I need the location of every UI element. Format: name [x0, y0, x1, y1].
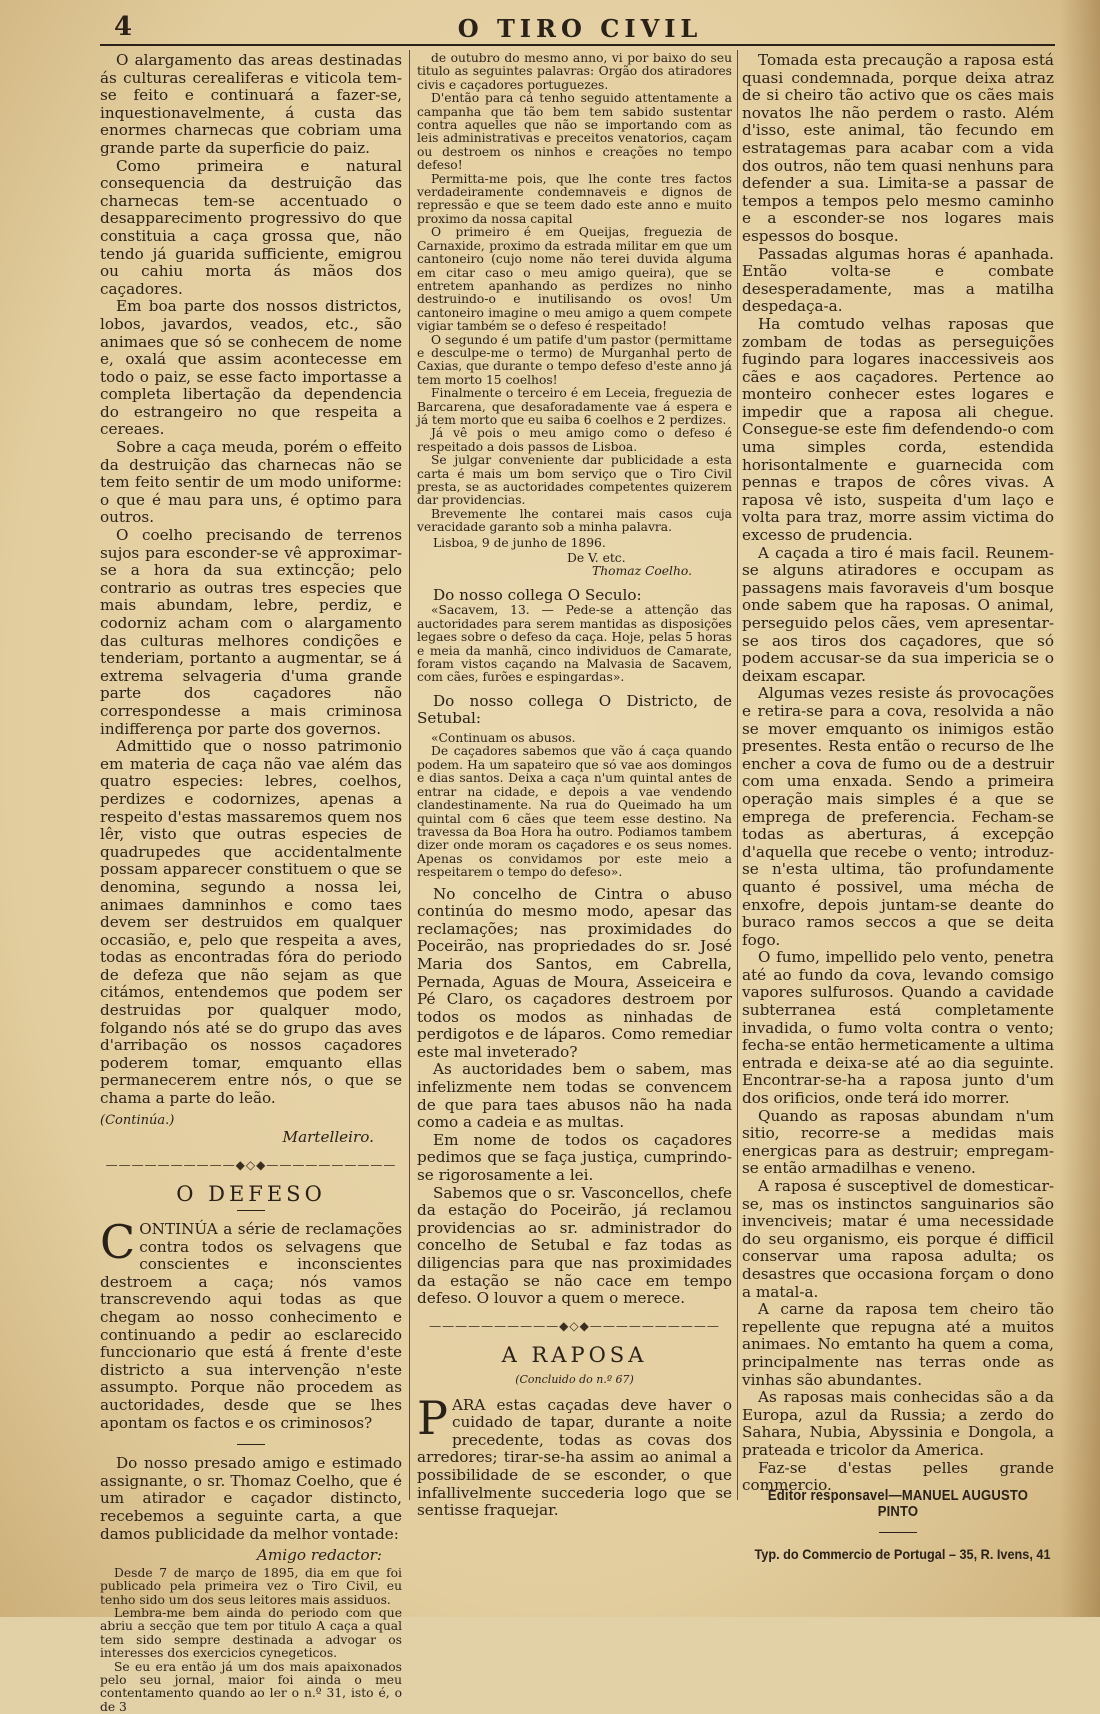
defeso-intro	[100, 1215, 402, 1432]
letter-paragraph: Permitta-me pois, que lhe conte tres factos verdadeiramente condemnaveis e dignos de repressão e que se teem dado este anno e muito proximo da nossa capital	[417, 171, 732, 226]
defeso-intro-text: ONTINÚA a série de reclamações contra todos os selvagens que conscientes e inconscientes destroem a caça; nós vamos transcrevendo aqui todas as que chegam ao nosso conhecimento e continuando a pedir ao esclarecido funccionario que está á frente d'este districto a sua intervenção n'este assumpto. Porque não procedem as auctoridades, desde que se lhes apontam os factos e os criminosos?	[100, 1220, 402, 1432]
paragraph: Faz-se d'estas pelles grande commercio.	[742, 1458, 1054, 1495]
paragraph: O coelho precisando de terrenos sujos para esconder-se vê approximar-se a hora da sua extincção; pelo contrario as outras tres especies que mais abundam, lebre, perdiz, e codorniz acham com o alargamento das culturas melhores condições e tenderiam, portanto a augmentar, se á extrema selvageria d'uma grande parte dos caçadores não correspondesse a mais criminosa indifferença por parte dos governos.	[100, 526, 402, 738]
quote-paragraph: «Sacavem, 13. — Pede-se a attenção das auctoridades para serem mantidas as disposições legaes sobre o defeso da caça. Hoje, pelas 5 horas e meia da manhã, cinco individuos de Camarate, foram vistos caçando na Malvasia de Sacavem, com cães, furões e espingardas».	[417, 603, 732, 685]
paragraph: Tomada esta precaução a raposa está quasi condemnada, porque deixa atraz de si cheiro tão activo que os cães mais novatos lhe não perdem o rasto. Além d'isso, este animal, tão fecundo em estratagemas para acabar com a vida dos outros, não tem quasi nenhuns para defender a sua. Limita-se a passar de tempos a tempos pelo mesmo caminho e a esconder-se nos logares mais espessos do bosque.	[742, 51, 1054, 245]
paragraph: O alargamento das areas destinadas ás culturas cerealiferas e viticola tem-se feito e continuará a fazer-se, inquestionavelmente, á custa das enormes charnecas que cobriam uma grande parte da superficie do paiz.	[100, 51, 402, 157]
header-rule	[100, 44, 1055, 46]
section-title: O DEFESO	[176, 1182, 326, 1207]
continuation-note: (Concluido do n.º 67)	[515, 1372, 634, 1386]
paragraph: Quando as raposas abundam n'um sitio, recorre-se a medidas mais energicas para as destruir; empregam-se então armadilhas e veneno.	[742, 1106, 1054, 1178]
letter-paragraph: D'então para cá tenho seguido attentamente a campanha que tão bem tem sabido sustentar contra aquelles que não se importando com as leis administrativas e preceitos venatorios, caçam ou destroem os ninhos e creações no tempo defeso!	[417, 91, 732, 173]
author-signature: Martelleiro.	[282, 1128, 374, 1147]
paragraph: Admittido que o nosso patrimonio em materia de caça não vae além das quatro especies: lebres, coelhos, perdizes e codornizes, apenas a respeito d'estas massaremos quem nos lêr, visto que outras especies de quadrupedes que accidentalmente possam apparecer constituem o que se denomina, segundo a nossa lei, animaes damninhos e como taes devem ser destruidos em qualquer occasião, e, pelo que respeita a aves, todas as encontradas fóra do periodo de defeza que não sejam as que citámos, entendemos que podem ser destruidas por qualquer modo, folgando nós até se do grupo das aves d'arribação os nossos caçadores poderem tomar, emquanto ellas permanecerem entre nós, o que se chama a parte do leão.	[100, 737, 402, 1108]
seculo-quote	[417, 604, 732, 684]
imprint-block	[742, 1488, 1054, 1562]
column-1	[100, 52, 402, 1714]
letter-paragraph: O primeiro é em Queijas, freguezia de Carnaxide, proximo da estrada militar em que um cantoneiro (cujo nome não terei duvida alguma em citar caso o meu amigo queira), que se entretem apanhando as perdizes no ninho destruindo-o e inutilisando os ovos! Um cantoneiro imagine o meu amigo a quem compete vigiar também se o defeso é respeitado!	[417, 225, 732, 334]
paragraph: A caçada a tiro é mais facil. Reunem-se alguns atiradores e occupam as passagens mais favoraveis d'um bosque onde sabem que ha raposas. O animal, perseguido pelos cães, vem apresentar-se aos tiros dos caçadores, que só podem accusar-se da sua impericia se o deixam escapar.	[742, 543, 1054, 685]
editor-credit: Editor responsavel—MANUEL AUGUSTO PINTO	[767, 1488, 1029, 1520]
raposa-article	[417, 1343, 732, 1520]
drop-cap: P	[417, 1390, 448, 1445]
letter-body	[100, 1567, 402, 1714]
paragraph: Do nosso presado amigo e estimado assignante, o sr. Thomaz Coelho, que é um atirador e caçador distincto, recebemos a seguinte carta, a que damos publicidade da melhor vontade:	[100, 1454, 402, 1543]
short-rule	[237, 1210, 265, 1211]
seculo-intro: Do nosso collega O Seculo:	[433, 585, 642, 604]
paragraph: Ha comtudo velhas raposas que zombam de todas as perseguições fugindo para logares inaccessiveis aos cães e aos caçadores. Pertence ao monteiro conhecer estes logares e impedir que a raposa ali chegue. Consegue-se este fim defendendo-o com uma simples corda, estendida horisontalmente e guarnecida com pennas e trapos de côres vivas. A raposa vê isto, suspeita d'um laço e volta para traz, morre assim victima do excesso de prudencia.	[742, 314, 1054, 545]
letter-signer: Thomaz Coelho.	[592, 564, 692, 579]
quote-paragraph: De caçadores sabemos que vão á caça quando podem. Ha um sapateiro que só vae aos domingos e dias santos. Deixa a caça n'um quintal antes de entrar na cidade, e depois a vae vendendo clandestinamente. Na rua do Queimado ha um quintal com 6 cães que teem esse destino. Na travessa da Boa Hora ha outro. Podiamos tambem dizer onde moram os caçadores e os seus nomes. Apenas os convidamos por este meio a respeitarem o tempo do defeso».	[417, 744, 732, 880]
page-edge-shadow	[1060, 0, 1100, 1617]
raposa-intro	[417, 1390, 732, 1520]
continua-tag: (Continúa.)	[100, 1112, 175, 1128]
printer-credit: Typ. do Commercio de Portugal – 35, R. Ivens, 41	[754, 1547, 1051, 1562]
letter-paragraph: Brevemente lhe contarei mais casos cuja veracidade garanto sob a minha palavra.	[417, 506, 732, 535]
raposa-intro-text: ARA estas caçadas deve haver o cuidado de tapar, durante a noite precedente, todas as covas dos arredores; tirar-se-ha assim ao animal a possibilidade de se esconder, o que infallivelmente succederia logo que se sentisse fraquejar.	[417, 1395, 732, 1520]
paragraph: As raposas mais conhecidas são a da Europa, azul da Russia; a zerdo do Sahara, Nubia, Abyssinia e Dongola, a prateada e tricolor da America.	[742, 1388, 1054, 1459]
letter-paragraph: Lembra-me bem ainda do periodo com que abriu a secção que tem por titulo A caça a qual tem sido sempre destinada a advogar os interesses dos exercicios cynegeticos.	[100, 1605, 402, 1661]
section-title: A RAPOSA	[501, 1343, 648, 1368]
cintra-report	[417, 886, 732, 1308]
drop-cap: C	[100, 1215, 136, 1269]
caca-article	[100, 52, 402, 1147]
paragraph: As auctoridades bem o sabem, mas infelizmente nem todas se convencem de que para taes abusos não ha nada como a cadeia e as multas.	[417, 1060, 732, 1132]
column-3	[742, 52, 1054, 1495]
short-rule	[879, 1532, 917, 1533]
letter-salutation: Amigo redactor:	[256, 1546, 382, 1565]
paragraph: Em boa parte dos nossos districtos, lobos, javardos, veados, etc., são animaes que só se conhecem de nome e, oxalá que assim acontecesse em todo o paiz, se esse facto importasse a completa libertação da dependencia do estrangeiro no que respeita a cereaes.	[100, 297, 402, 439]
paragraph: No concelho de Cintra o abuso continúa do mesmo modo, apesar das reclamações; nas proximidades do Poceirão, nas propriedades do sr. José Maria dos Santos, em Cabrella, Pernada, Aguas de Moura, Asseiceira e Pé Claro, os caçadores destroem por todos os modos as ninhadas de perdigotos e de láparos. Como remediar este mal inveterado?	[417, 884, 732, 1061]
paragraph: Passadas algumas horas é apanhada. Então volta-se e combate desesperadamente, mas a matilha despedaça-a.	[742, 244, 1054, 316]
quote-paragraph: «Continuam os abusos.	[431, 731, 576, 746]
paragraph: Sabemos que o sr. Vasconcellos, chefe da estação do Poceirão, já reclamou providencias ao sr. administrador do concelho de Setubal e faz todas as diligencias para que nas proximidades da estação se não cace em tempo defeso. O louvor a quem o merece.	[417, 1183, 732, 1308]
paragraph: Como primeira e natural consequencia da destruição das charnecas tem-se accentuado o desapparecimento progressivo do que constituia a caça grossa que, não tendo já guarida sufficiente, emigrou ou cahiu morta ás mãos dos caçadores.	[100, 156, 402, 298]
letter-date: Lisboa, 9 de junho de 1896.	[433, 535, 606, 550]
paragraph: O fumo, impellido pelo vento, penetra até ao fundo da cova, levando comsigo vapores sulfurosos. Quando a cavidade subterranea está completamente invadida, o fumo volta contra o vento; fecha-se então hermeticamente a ultima entrada e deixa-se até ao dia seguinte. Encontrar-se-ha a raposa junto d'um dos orificios, onde terá ido morrer.	[742, 948, 1054, 1108]
letter-paragraph: Se julgar conveniente dar publicidade a esta carta é mais um bom serviço que o Tiro Civil presta, se as auctoridades competentes quizerem dar providencias.	[417, 453, 732, 508]
letter-paragraph: de outubro do mesmo anno, vi por baixo do seu titulo as seguintes palavras: Orgão dos atiradores civis e caçadores portuguezes.	[417, 51, 732, 92]
letter-paragraph: Já vê pois o meu amigo como o defeso é respeitado a dois passos de Lisboa.	[417, 426, 732, 454]
districto-intro: Do nosso collega O Districto, de Setubal:	[417, 691, 732, 728]
paragraph: Sobre a caça meuda, porém o effeito da destruição das charnecas não se tem feito sentir de um modo uniforme: o que é mau para uns, é optimo para outros.	[100, 438, 402, 527]
letter-paragraph: Se eu era então já um dos mais apaixonados pelo seu jornal, maior foi ainda o meu contentamento quando ao ler o n.º 31, isto é, o de 3	[100, 1659, 402, 1714]
page-header	[110, 14, 1050, 42]
column-2	[417, 52, 732, 1520]
short-rule	[237, 1444, 265, 1445]
districto-quote	[417, 732, 732, 879]
masthead-title: O TIRO CIVIL	[457, 14, 703, 43]
letter-closing: De V. etc.	[567, 551, 626, 566]
letter-continuation	[417, 52, 732, 579]
paragraph: Algumas vezes resiste ás provocações e retira-se para a cova, resolvida a não se mover emquanto os inimigos estão presentes. Resta então o recurso de lhe encher a cova de fumo ou de a destruir com uma enxada. Sendo a primeira operação mais simples é a que se emprega de preferencia. Fecham-se todas as aberturas, á excepção d'aquella que recebe o vento; introduz-se n'esta ultima, tão profundamente quanto é possivel, uma mécha de enxofre, depois juntam-se deante do buraco ramos seccos a que se deita fogo.	[742, 684, 1054, 949]
letter-paragraph: Finalmente o terceiro é em Leceia, freguezia de Barcarena, que desaforadamente vae á espera e já tem morto que eu saiba 6 coelhos e 2 perdizes.	[417, 386, 732, 427]
ornamental-divider: ——————————◆◇◆——————————	[105, 1157, 397, 1172]
column-divider-1	[409, 50, 410, 1500]
paragraph: A raposa é susceptivel de domesticar-se, mas os instinctos sanguinarios são invenciveis; matar é uma necessidade do seu organismo, eis porque é difficil conservar uma raposa adulta; os desastres que occasiona forçam o dono a matal-a.	[742, 1177, 1054, 1301]
ornamental-divider: ——————————◆◇◆——————————	[429, 1318, 720, 1333]
paragraph: A carne da raposa tem cheiro tão repellente que repugna até a muitos animaes. No emtanto ha quem a coma, principalmente nas terras onde as vinhas são abundantes.	[742, 1300, 1054, 1389]
paragraph: Em nome de todos os caçadores pedimos que se faça justiça, cumprindo-se rigorosamente a lei.	[417, 1130, 732, 1185]
page-number: 4	[114, 12, 133, 42]
defeso-article	[100, 1182, 402, 1714]
letter-paragraph: O segundo é um patife d'um pastor (permittame e desculpe-me o termo) de Murganhal perto de Caxias, que durante o tempo defeso d'este anno já tem morto 15 coelhos!	[417, 332, 732, 387]
column-divider-2	[737, 50, 738, 1500]
letter-paragraph: Desde 7 de março de 1895, dia em que foi publicado pela primeira vez o Tiro Civil, eu tenho sido um dos seus leitores mais assiduos.	[100, 1565, 402, 1607]
